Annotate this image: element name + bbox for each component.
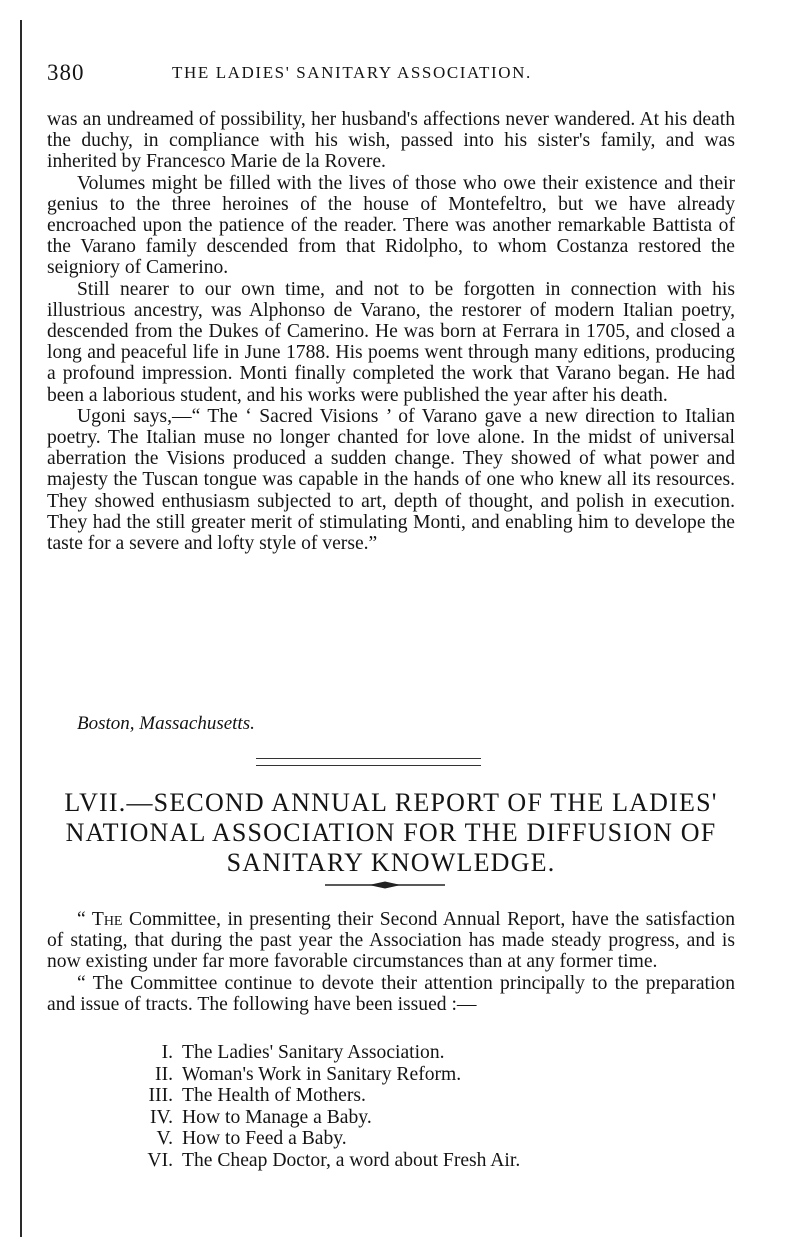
list-item-number: II. — [155, 1063, 173, 1085]
report-paragraph-2: “ The Committee continue to devote their attention principally to the preparation and issue of tracts. The following have been issued :— — [47, 972, 735, 1015]
paragraph-3: Still nearer to our own time, and not to be forgotten in connection with his illustrious ancestry, was Alphonso de Varano, the restorer of modern Italian poetry, descended from the Dukes of Camerino. He was born at Ferrara in 1705, and closed a long and peaceful life in June 1788. His poems went through many editions, producing a profound impression. Monti finally completed the work that Varano began. He had been a laborious student, and his works were published the year after his death. — [47, 278, 735, 406]
paragraph-2: Volumes might be filled with the lives of those who owe their existence and their genius to the three heroines of the house of Montefeltro, but we have already encroached upon the patience of the reader. There was another remarkable Battista of the Varano family descended from that Ridolpho, to whom Costanza restored the seigniory of Camerino. — [47, 172, 735, 279]
page-header — [47, 60, 747, 90]
article-body — [47, 109, 735, 554]
list-item-number: VI. — [147, 1149, 173, 1171]
section-divider — [256, 758, 481, 766]
list-item-title: How to Feed a Baby. — [182, 1128, 347, 1150]
list-item — [47, 1085, 735, 1107]
page-number: 380 — [47, 60, 85, 85]
tracts-list — [47, 1042, 735, 1172]
list-item — [47, 1107, 735, 1129]
article-signature: Boston, Massachusetts. — [77, 713, 255, 734]
list-item-number: I. — [161, 1042, 173, 1063]
report-body — [47, 909, 735, 1015]
section-title: LVII.—SECOND ANNUAL REPORT OF THE LADIES' NATIONAL ASSOCIATION FOR THE DIFFUSION OF SANITARY KNOWLEDGE. — [64, 788, 718, 877]
list-item-title: Woman's Work in Sanitary Reform. — [182, 1063, 462, 1085]
list-item-title: The Cheap Doctor, a word about Fresh Air. — [182, 1149, 521, 1171]
page-edge-rule — [20, 20, 22, 1237]
list-item-number: IV. — [149, 1106, 173, 1128]
list-item-title: The Health of Mothers. — [182, 1085, 366, 1107]
list-item — [47, 1064, 735, 1086]
running-head: THE LADIES' SANITARY ASSOCIATION. — [172, 63, 532, 82]
list-item — [47, 1042, 735, 1064]
list-item-title: The Ladies' Sanitary Association. — [182, 1042, 445, 1063]
paragraph-4: Ugoni says,—“ The ‘ Sacred Visions ’ of Varano gave a new direction to Italian poetry. The Italian muse no longer chanted for love alone. In the midst of universal aberration the Visions produced a sudden change. They showed of what power and majesty the Tuscan tongue was capable in the hands of one who knew all its resources. They showed enthusiasm subjected to art, depth of thought, and polish in execution. They had the still greater merit of stimulating Monti, and enabling him to develope the taste for a severe and lofty style of verse.” — [47, 405, 735, 555]
list-item-number: III. — [148, 1085, 173, 1107]
report-paragraph-1 — [47, 909, 735, 973]
ornament-rule — [325, 880, 445, 890]
report-paragraph-1-text: Committee, in presenting their Second Annual Report, have the satisfaction of stating, that during the past year the Association has made steady progress, and is now existing under far more favorable circumstances than at any former time. — [47, 909, 735, 973]
report-lead-word: “ The — [77, 909, 123, 930]
list-item-title: How to Manage a Baby. — [182, 1106, 372, 1128]
list-item-number: V. — [156, 1128, 173, 1150]
paragraph-1: was an undreamed of possibility, her husband's affections never wandered. At his death the duchy, in compliance with his wish, passed into his sister's family, and was inherited by Francesco Marie de la Rovere. — [47, 109, 735, 173]
list-item — [47, 1150, 735, 1172]
list-item — [47, 1128, 735, 1150]
